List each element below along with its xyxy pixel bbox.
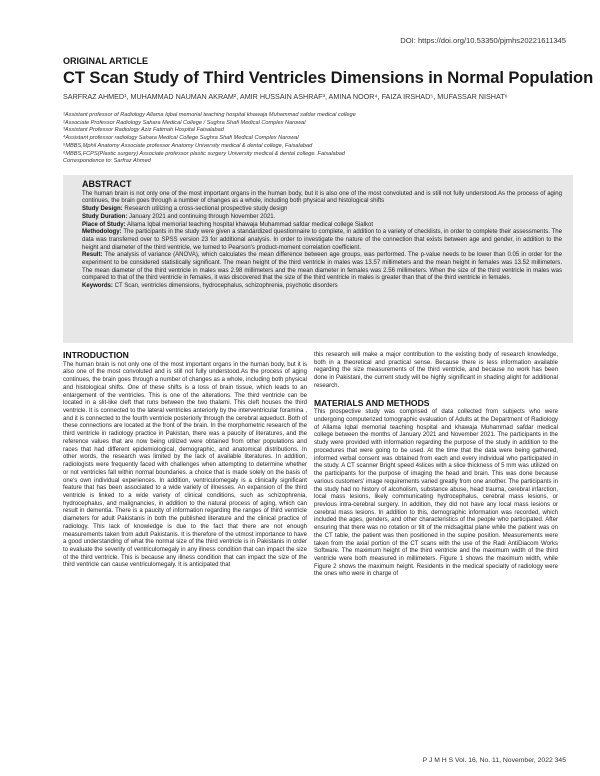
right-column [314, 352, 558, 579]
introduction-paragraph: The human brain is not only one of the most important organs in the human body, but it is also one of the most convoluted and is still not fully understood.As the process of aging continues, the brain goes through a number of changes as a whole, including both physical and histological shifts. One of these shifts is a loss of brain tissue, which leads to an enlargement of the ventricles. This is one of the alterations. The third ventricle can be located in a slit-like cleft that runs between the two thalami. This cleft houses the third ventricle. It is connected to the lateral ventricles anteriorly by the interventricular foramina , and it is connected to the fourth ventricle posteriorly through the cerebral aqueduct. Both of these connections are located at the front of the brain. In the morphometric research of the third ventricle in radiology practice in Pakistan, there was a paucity of literatures, and the reference values that are now being utilized were obtained from other populations and races that had different epidemiological, demographic, and anatomical distributions. In other words, the research was limited by the lack of available literatures. In addition, radiologists were frequently faced with challenges when attempting to determine whether or not ventricles fall within normal boundaries. a choice that is made solely on the basis of one's own individual experiences. In addition, ventriculomegaly is a clinically significant feature that has been associated to a wide variety of illnesses. An expansion of the third ventricle is linked to a wide variety of clinical conditions, such as schizophrenia, hydrocephalus, and malignancies, in addition to the natural process of aging, which can result in dementia. There is a paucity of information regarding the ranges of third ventricle diameters for adult Pakistanis in both the published literature and the clinical practice of radiology. This lack of knowledge is due to the fact that there are not enough measurements taken from adult Pakistanis. It is therefore of the utmost importance to have a good understanding of what the normal size of the third ventricle is in Pakistanis in order to evaluate the severity of ventriculomegaly in any illness condition that can impact the size of the third ventricle. This is because any illness condition that can impact the size of the third ventricle can cause ventriculomegaly. It is anticipated that [63, 361, 307, 569]
affiliation-4: ⁴Assistant professor radiology Sahara Medical College Sughra Shafi Medical Complex Narowal [63, 135, 299, 142]
affiliation-1: ¹Assistant professor of Radiology Allama Iqbal memorial teaching hospital khawaja Muhammad safdar medical college [63, 112, 356, 118]
place-label: Place of Study: [82, 221, 126, 228]
study-duration-label: Study Duration: [82, 213, 128, 220]
abstract-content [82, 181, 562, 291]
doi-text[interactable]: DOI: https://doi.org/10.53350/pjmhs20221611345 [400, 36, 566, 45]
methodology-text: The participants in the study were given a standardized questionnaire to complete, in addition to a variety of checklists, in order to complete their assessments. The data was transferred over to SPSS version 23 for additional analysis. In order to investigate the nature of the connection that exists between age and gender, in addition to the height and diameter of the third ventricle, we turned to Pearson's product-moment correlation coefficient. [82, 229, 562, 251]
introduction-heading: INTRODUCTION [63, 350, 129, 360]
place-text: Allama Iqbal memorial teaching hospital khawaja Muhammad safdar medical college Sialkot [127, 221, 374, 228]
study-design-text: Research utilizing a cross-sectional prospective study design [124, 206, 288, 213]
introduction-continued-paragraph: this research will make a major contribution to the existing body of research knowledge, both in a theoretical and practical sense. Because there is less information available regarding the size measurements of the third ventricle, and because no work has been done in Pakistani, the current study will be highly significant in shading alight for additional research. [314, 352, 558, 389]
page-footer: P J M H S Vol. 16, No. 11, November, 2022 345 [422, 757, 566, 764]
affiliation-2: ²Associate Professor Radiology Sahara Medical College / Sughra Shafi Medical Complex Narowal [63, 119, 306, 126]
affiliation-list [63, 112, 573, 166]
abstract-study-design [82, 206, 562, 214]
keywords-label: Keywords: [82, 283, 113, 290]
correspondence: Correspondence to: Sarfraz Ahmed [63, 158, 151, 165]
methodology-label: Methodology: [82, 229, 122, 236]
result-label: Result: [82, 252, 103, 259]
abstract-keywords [82, 283, 562, 291]
abstract-heading: ABSTRACT [82, 179, 132, 189]
author-list: SARFRAZ AHMED¹, MUHAMMAD NAUMAN AKRAM², AMIR HUSSAIN ASHRAF³, AMINA NOOR⁴, FAIZA IRSHAD⁵, MUFASSAR NISHAT⁶ [63, 92, 508, 101]
abstract-result [82, 252, 562, 283]
abstract-study-duration [82, 214, 562, 222]
article-title: CT Scan Study of Third Ventricles Dimensions in Normal Population [63, 68, 594, 87]
study-duration-text: January 2021 and continuing through November 2021. [129, 213, 276, 220]
materials-methods-heading: MATERIALS AND METHODS [314, 397, 430, 408]
affiliation-3: ³Assistant Professor Radiology Aziz Fatimah Hospital Faisalabad [63, 127, 224, 134]
affiliation-6: ⁶MBBS,FCPS(Plastic surgery) Associate professor plastic surgery University medical & dental college. Faisalabad [63, 150, 345, 157]
affiliation-5: ⁵MBBS,Mphil Anatomy Associate professor Anatomy University medical & dental college, Faisalabad [63, 142, 313, 149]
study-design-label: Study Design: [82, 206, 123, 213]
abstract-place [82, 222, 562, 230]
result-text: The analysis of variance (ANOVA), which calculates the mean difference between age groups, was performed. The p-value needs to be lower than 0.05 in order for the experiment to be considered statistically significant. The mean height of the third ventricle in males was 13.57 millimeters and the mean height in females was 13.52 millimeters. The mean diameter of the third ventricle in males was 2.98 millimeters and the mean diameter in females was 2.56 millimeters. When the size of the third ventricle in males was compared to that of the third ventricle in females, it was discovered that the size of the third ventricle in males is greater than that of the third ventricle in females. [82, 252, 562, 282]
abstract-methodology [82, 229, 562, 252]
abstract-intro: The human brain is not only one of the most important organs in the human body, but it is also one of the most convoluted and is still not fully understood.As the process of aging continues, the brain goes through a number of changes as a whole, including both physical and histological shifts [82, 190, 562, 205]
left-column [63, 352, 307, 570]
article-type: ORIGINAL ARTICLE [63, 56, 148, 66]
keywords-text: CT Scan, ventricles dimensions, hydrocephalus, schizophrenia, psychotic disorders [114, 283, 338, 290]
abstract-box [63, 175, 573, 343]
materials-methods-paragraph: This prospective study was comprised of data collected from subjects who were undergoing computerized tomographic evaluation of Adults at the Department of Radiology of Allama Iqbal memorial teaching hospital and khawaja Muhammad safdar medical college between the months of January 2021 and November 2021. The participants in the study were provided with information regarding the purpose of the study in addition to the procedures that were going to be used. At the time that the data were being gathered, informed verbal consent was obtained from each and every individual who participated in the study. A CT scanner Bright speed 4slices with a slice thickness of 5 mm was utilized on the participants for the purpose of imaging the head and brain. This was done because various customers' image requirements varied greatly from one another. The participants in the study had no history of alcoholism, substance abuse, head trauma, cerebral infarction, local mass lesions, likely communicating hydrocephalus, cerebral mass lesions, or previous intra-cerebral surgery. In addition, they did not have any local mass lesions or cerebral mass lesions. In addition to this, demographic information was recorded, which included the ages, genders, and other characteristics of the people who participated. After ensuring that there was no rotation or tilt of the midsagittal plane while the patient was on the CT table, the patient was then positioned in the supine position. Measurements were taken from the axial portion of the CT scans with the use of the Radi AntiDiacom Works Software. The maximum height of the third ventricle and the maximum width of the third ventricle were both measured in millimeters. Figure 1 shows the maximum width, while Figure 2 shows the maximum height. Residents in the medical specialty of radiology were the ones who were in charge of [314, 409, 558, 578]
